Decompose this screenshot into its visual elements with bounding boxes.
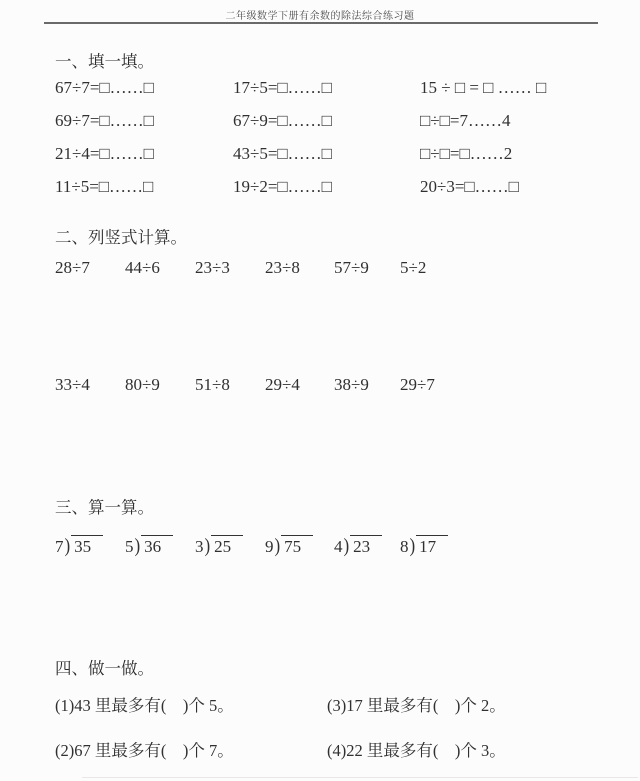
fill-problem: 67÷7=□……□ <box>55 78 154 97</box>
word-problem: (1)43 里最多有( )个 5。 <box>55 696 234 715</box>
fill-row-4 <box>55 177 612 197</box>
divisor: 5 <box>125 537 134 556</box>
bottom-faint-line <box>82 777 638 778</box>
long-division-problem <box>265 535 334 557</box>
word-problem: (2)67 里最多有( )个 7。 <box>55 741 234 760</box>
fill-problem: 67÷9=□……□ <box>233 111 332 130</box>
divisor: 9 <box>265 537 274 556</box>
calc-problem: 57÷9 <box>334 258 369 277</box>
division-bracket-icon: ) <box>134 534 141 557</box>
calc-problem: 38÷9 <box>334 375 369 394</box>
fill-row-2 <box>55 111 612 131</box>
section-1-heading: 一、填一填。 <box>55 52 154 71</box>
calc-problem: 23÷3 <box>195 258 230 277</box>
calc-problem: 33÷4 <box>55 375 90 394</box>
word-problem: (4)22 里最多有( )个 3。 <box>327 741 506 760</box>
fill-problem: □÷□=7……4 <box>420 111 511 130</box>
section-3-heading: 三、算一算。 <box>55 498 154 517</box>
dividend: 25 <box>211 535 243 557</box>
dividend: 75 <box>281 535 313 557</box>
long-division-problem <box>195 535 265 557</box>
calc-problem: 29÷7 <box>400 375 435 394</box>
section-2-heading: 二、列竖式计算。 <box>55 228 187 247</box>
fill-problem: 69÷7=□……□ <box>55 111 154 130</box>
calc-problem: 51÷8 <box>195 375 230 394</box>
fill-problem: 19÷2=□……□ <box>233 177 332 196</box>
word-problem: (3)17 里最多有( )个 2。 <box>327 696 506 715</box>
word-problem-row-1 <box>55 692 612 716</box>
dividend: 35 <box>71 535 103 557</box>
fill-problem: 21÷4=□……□ <box>55 144 154 163</box>
word-problem-row-2 <box>55 737 612 761</box>
calc-problem: 5÷2 <box>400 258 427 277</box>
fill-problem: □÷□=□……2 <box>420 144 513 163</box>
calc-problem: 44÷6 <box>125 258 160 277</box>
dividend: 17 <box>416 535 448 557</box>
dividend: 23 <box>350 535 382 557</box>
long-division-problem <box>334 535 400 557</box>
calc-problem: 23÷8 <box>265 258 300 277</box>
divisor: 4 <box>334 537 343 556</box>
fill-row-3 <box>55 144 612 164</box>
fill-problem: 15 ÷ □ = □ …… □ <box>420 78 547 97</box>
column-calc-row-1 <box>55 258 612 278</box>
header-divider <box>44 22 598 24</box>
dividend: 36 <box>141 535 173 557</box>
division-bracket-icon: ) <box>274 534 281 557</box>
fill-problem: 20÷3=□……□ <box>420 177 519 196</box>
long-division-problem <box>125 535 195 557</box>
fill-row-1 <box>55 78 612 98</box>
page-title: 二年级数学下册有余数的除法综合练习题 <box>225 11 415 22</box>
column-calc-row-2 <box>55 375 612 395</box>
fill-problem: 17÷5=□……□ <box>233 78 332 97</box>
fill-problem: 11÷5=□……□ <box>55 177 154 196</box>
long-division-problem <box>55 535 125 557</box>
long-division-row <box>55 535 612 557</box>
divisor: 3 <box>195 537 204 556</box>
division-bracket-icon: ) <box>409 534 416 557</box>
division-bracket-icon: ) <box>64 534 71 557</box>
divisor: 7 <box>55 537 64 556</box>
long-division-problem <box>400 535 612 557</box>
calc-problem: 80÷9 <box>125 375 160 394</box>
division-bracket-icon: ) <box>343 534 350 557</box>
fill-problem: 43÷5=□……□ <box>233 144 332 163</box>
divisor: 8 <box>400 537 409 556</box>
division-bracket-icon: ) <box>204 534 211 557</box>
calc-problem: 28÷7 <box>55 258 90 277</box>
section-4-heading: 四、做一做。 <box>55 659 154 678</box>
calc-problem: 29÷4 <box>265 375 300 394</box>
